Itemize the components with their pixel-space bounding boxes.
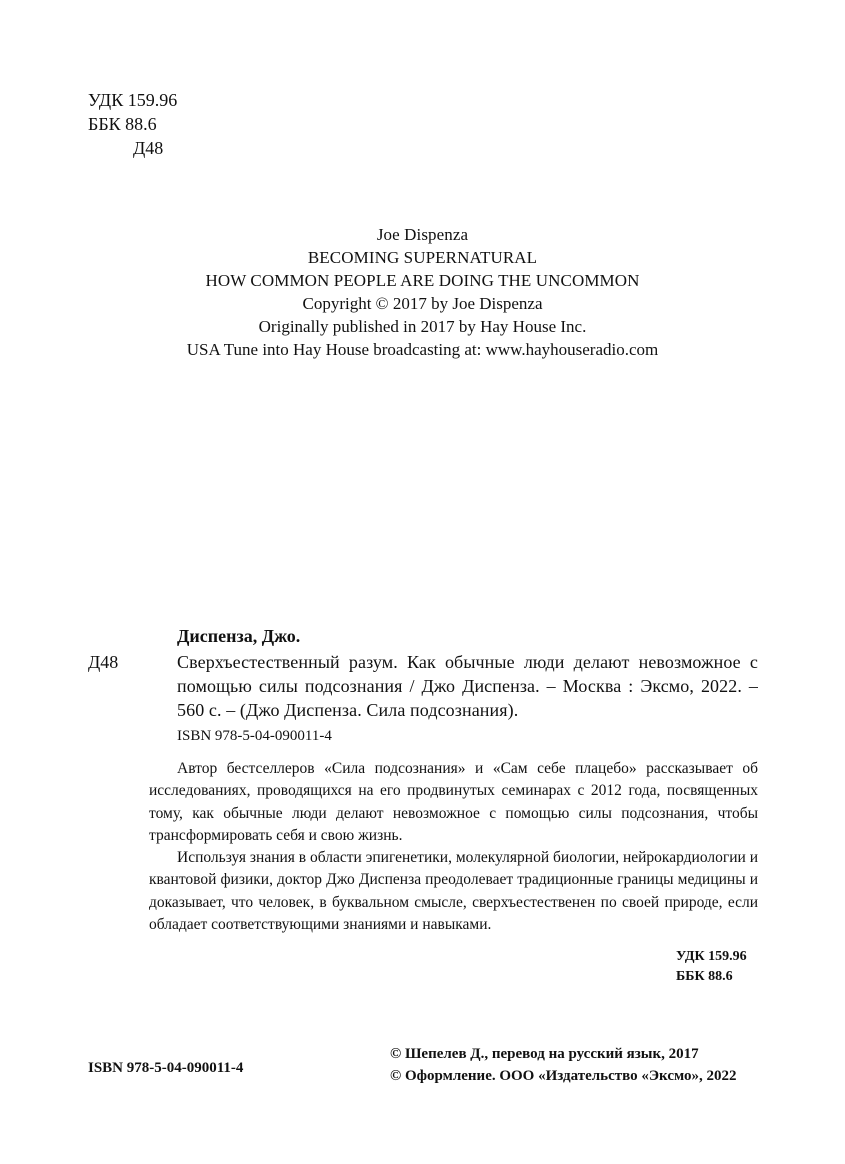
record-description: Сверхъестественный разум. Как обычные люди делают невозможное с помощью силы подсознания / Джо Диспенза. – Москва : Эксмо, 2022. – 560 с. – (Джо Диспенза. Сила подсознания). — [177, 652, 758, 720]
original-author: Joe Dispenza — [376, 225, 469, 244]
author-code-top: Д48 — [133, 138, 164, 158]
udk-code-top: УДК 159.96 — [88, 90, 178, 110]
original-title: BECOMING SUPERNATURAL — [307, 248, 538, 267]
record-isbn: ISBN 978-5-04-090011-4 — [177, 728, 332, 744]
translation-copyright: © Шепелев Д., перевод на русский язык, 2017 — [390, 1046, 699, 1062]
original-subtitle: HOW COMMON PEOPLE ARE DOING THE UNCOMMON — [205, 271, 640, 290]
annotation-paragraph: Автор бестселлеров «Сила подсознания» и «Сам себе плацебо» рассказывает об исследованиях, проводящихся на его продвинутых семинарах с 2012 года, посвященных тому, как обычные люди делают невозможное с помощью силы подсознания, чтобы трансформировать себя и свою жизнь. — [149, 760, 758, 844]
record-author-heading: Диспенза, Джо. — [177, 626, 301, 646]
original-edition-copyright-block — [0, 292, 845, 361]
bbk-code-top: ББК 88.6 — [88, 114, 157, 134]
annotation — [149, 758, 758, 936]
original-edition-title-block — [0, 223, 845, 292]
footer-copyright-block — [390, 1043, 737, 1087]
bbk-code-bottom: ББК 88.6 — [676, 969, 733, 984]
record-author-code: Д48 — [88, 652, 119, 672]
original-broadcast: USA Tune into Hay House broadcasting at: www.hayhouseradio.com — [186, 340, 659, 359]
footer-isbn: ISBN 978-5-04-090011-4 — [88, 1060, 244, 1076]
original-publisher: Originally published in 2017 by Hay House Inc. — [258, 317, 587, 336]
original-copyright: Copyright © 2017 by Joe Dispenza — [302, 294, 543, 313]
annotation-paragraph: Используя знания в области эпигенетики, молекулярной биологии, нейрокардиологии и квантовой физики, доктор Джо Диспенза преодолевает традиционные границы медицины и доказывает, что человек, в буквальном смысле, сверхъестественен по своей природе, если обладает соответствующими знаниями и навыками. — [149, 849, 758, 934]
udk-code-bottom: УДК 159.96 — [676, 949, 747, 964]
design-copyright: © Оформление. ООО «Издательство «Эксмо», 2022 — [390, 1068, 737, 1084]
